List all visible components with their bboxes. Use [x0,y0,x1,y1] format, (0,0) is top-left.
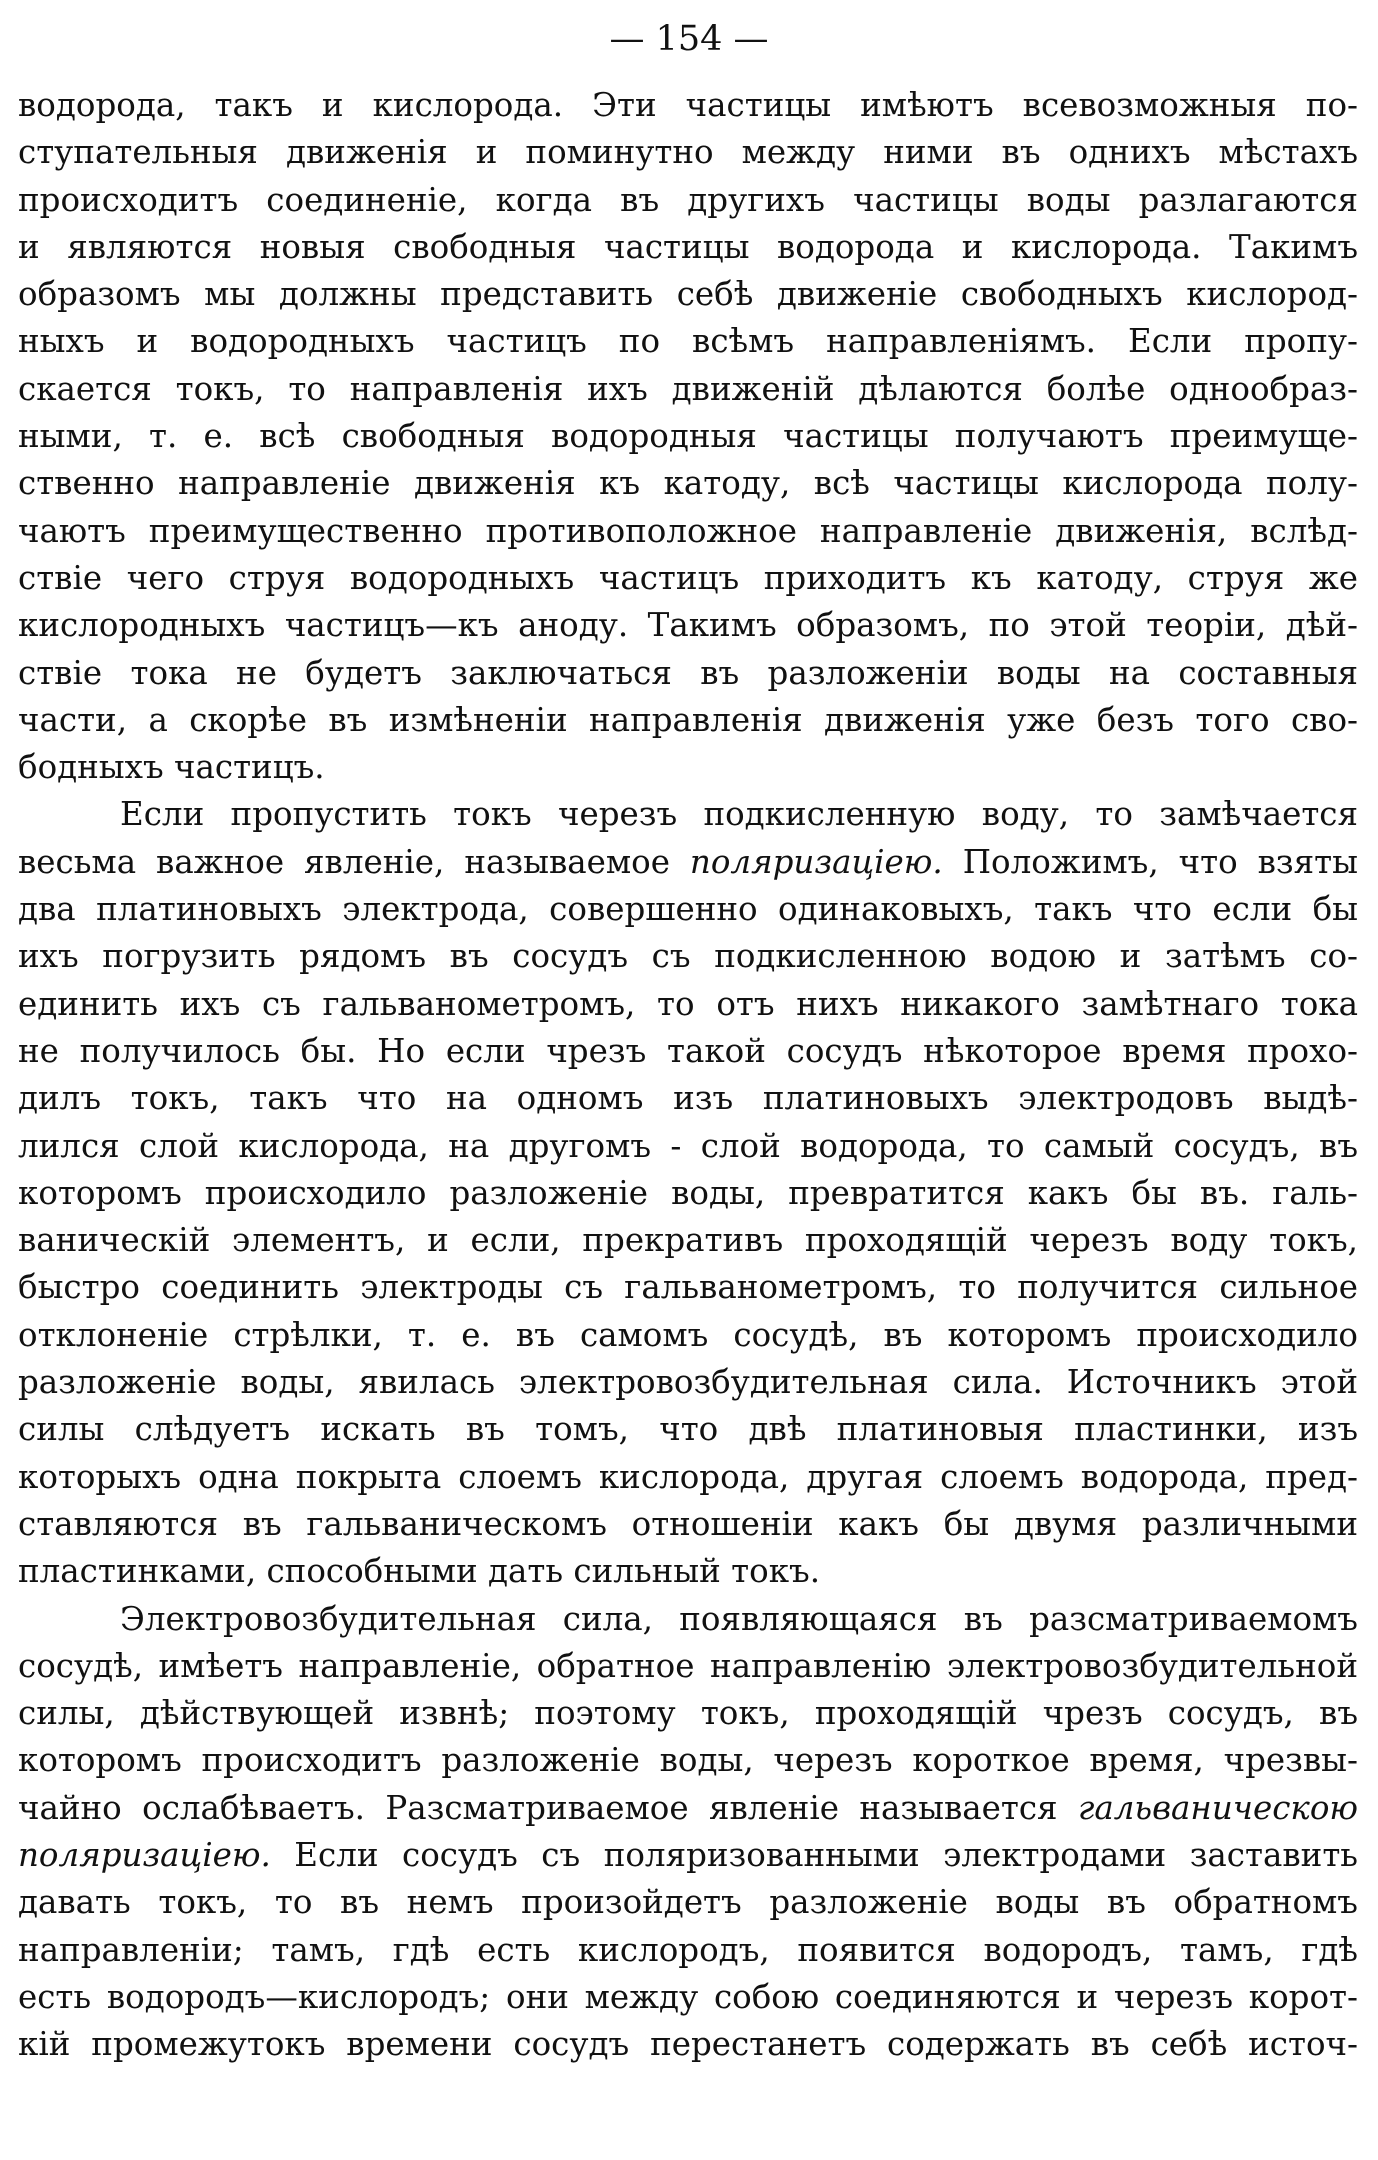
text-run: весьма важное явленіе, называемое [18,842,690,881]
text-run: ныхъ и водородныхъ частицъ по всѣмъ направленіямъ. Если пропу- [18,322,1358,361]
text-run: два платиновыхъ электрода, совершенно одинаковыхъ, такъ что если бы [18,890,1358,929]
text-line [18,82,1358,129]
text-run: разложеніе воды, явилась электровозбудительная сила. Источникъ этой [18,1363,1358,1402]
text-run: пластинками, способными дать сильный токъ. [18,1552,821,1591]
text-line [18,1075,1358,1122]
text-line [18,697,1358,744]
text-run: которомъ происходило разложеніе воды, превратится какъ бы въ. галь- [18,1173,1358,1212]
text-line [18,271,1358,318]
text-line [18,129,1358,176]
text-line [18,1879,1358,1926]
text-run: Если сосудъ съ поляризованными электродами заставить [270,1835,1358,1874]
text-run: лился слой кислорода, на другомъ - слой водорода, то самый сосудъ, въ [18,1126,1358,1165]
text-run: происходитъ соединеніе, когда въ другихъ частицы воды разлагаются [18,180,1358,219]
text-run: направленіи; тамъ, гдѣ есть кислородъ, появится водородъ, тамъ, гдѣ [18,1930,1358,1969]
paragraph [18,791,1358,1595]
text-line [18,1737,1358,1784]
text-line [18,1596,1358,1643]
text-line [18,460,1358,507]
text-line [18,508,1358,555]
text-line [18,1501,1358,1548]
text-run: чаютъ преимущественно противоположное направленіе движенія, вслѣд- [18,511,1358,550]
text-line [18,1548,1358,1595]
italic-term: поляризацiею. [18,1835,271,1874]
text-line [18,981,1358,1028]
text-line [18,1454,1358,1501]
text-line [18,366,1358,413]
text-run: кій промежутокъ времени сосудъ перестанетъ содержать въ себѣ источ- [18,2025,1358,2064]
text-line [18,744,1358,791]
text-run: ствіе чего струя водородныхъ частицъ приходитъ къ катоду, струя же [18,558,1358,597]
text-line [18,650,1358,697]
text-line [18,602,1358,649]
text-line [18,1406,1358,1453]
text-run: быстро соединить электроды съ гальванометромъ, то получится сильное [18,1268,1358,1307]
text-run: силы слѣдуетъ искать въ томъ, что двѣ платиновыя пластинки, изъ [18,1410,1358,1449]
text-run: не получилось бы. Но если чрезъ такой сосудъ нѣкоторое время прохо- [18,1031,1358,1070]
text-run: и являются новыя свободныя частицы водорода и кислорода. Такимъ [18,227,1358,266]
text-run: есть водородъ—кислородъ; они между собою соединяются и черезъ корот- [18,1977,1358,2016]
text-line [18,2021,1358,2068]
text-run: части, а скорѣе въ измѣненіи направленія движенія уже безъ того сво- [18,700,1358,739]
text-run: дилъ токъ, такъ что на одномъ изъ платиновыхъ электродовъ выдѣ- [18,1079,1358,1118]
text-line [18,1170,1358,1217]
text-line [18,1643,1358,1690]
paragraph [18,82,1358,791]
text-run: единить ихъ съ гальванометромъ, то отъ нихъ никакого замѣтнаго тока [18,984,1358,1023]
text-run: Электровозбудительная сила, появляющаяся въ разсматриваемомъ [120,1599,1358,1638]
text-line [18,1690,1358,1737]
text-line [18,1359,1358,1406]
text-run: ствіе тока не будетъ заключаться въ разложеніи воды на составныя [18,653,1358,692]
text-line [18,1123,1358,1170]
body-text [18,82,1358,2068]
text-line [18,555,1358,602]
text-run: ступательныя движенія и поминутно между ними въ однихъ мѣстахъ [18,133,1358,172]
text-line [18,839,1358,886]
text-run: Положимъ, что взяты [942,842,1358,881]
text-run: кислородныхъ частицъ—къ аноду. Такимъ образомъ, по этой теоріи, дѣй- [18,606,1358,645]
text-run: водорода, такъ и кислорода. Эти частицы имѣютъ всевозможныя по- [18,86,1358,124]
text-run: бодныхъ частицъ. [18,748,325,787]
text-run: давать токъ, то въ немъ произойдетъ разложеніе воды въ обратномъ [18,1883,1358,1922]
text-line [18,1974,1358,2021]
text-line [18,1217,1358,1264]
text-run: ными, т. е. всѣ свободныя водородныя частицы получаютъ преимуще- [18,417,1358,456]
text-line [18,886,1358,933]
text-run: Если пропустить токъ черезъ подкисленную воду, то замѣчается [120,795,1358,834]
text-line [18,224,1358,271]
text-run: ихъ погрузить рядомъ въ сосудъ съ подкисленною водою и затѣмъ со- [18,937,1358,976]
text-line [18,1927,1358,1974]
text-line [18,177,1358,224]
text-line [18,1785,1358,1832]
text-line [18,1264,1358,1311]
italic-term: поляризацiею. [689,842,943,881]
text-run: скается токъ, то направленія ихъ движеній дѣлаются болѣе однообраз- [18,369,1358,408]
text-run: отклоненіе стрѣлки, т. е. въ самомъ сосудѣ, въ которомъ происходило [18,1315,1358,1354]
text-run: образомъ мы должны представить себѣ движеніе свободныхъ кислород- [18,275,1358,314]
text-line [18,1832,1358,1879]
text-line [18,318,1358,365]
text-line [18,933,1358,980]
text-run: силы, дѣйствующей извнѣ; поэтому токъ, проходящій чрезъ сосудъ, въ [18,1694,1358,1733]
italic-term: гальваническою [1077,1788,1358,1827]
text-line [18,1028,1358,1075]
text-run: сосудѣ, имѣетъ направленіе, обратное направленію электровозбудительной [18,1646,1358,1685]
text-line [18,1312,1358,1359]
text-run: которомъ происходитъ разложеніе воды, черезъ короткое время, чрезвы- [18,1741,1358,1780]
text-line [18,413,1358,460]
text-run: ставляются въ гальваническомъ отношеніи какъ бы двумя различными [18,1504,1358,1543]
text-line [18,791,1358,838]
text-run: ваническій элементъ, и если, прекративъ проходящій черезъ воду токъ, [18,1221,1358,1260]
paragraph [18,1596,1358,2069]
text-run: ственно направленіе движенія къ катоду, всѣ частицы кислорода полу- [18,464,1358,503]
text-run: которыхъ одна покрыта слоемъ кислорода, другая слоемъ водорода, пред- [18,1457,1358,1496]
text-run: чайно ослабѣваетъ. Разсматриваемое явленіе называется [18,1788,1078,1827]
page-number: — 154 — [609,19,769,59]
